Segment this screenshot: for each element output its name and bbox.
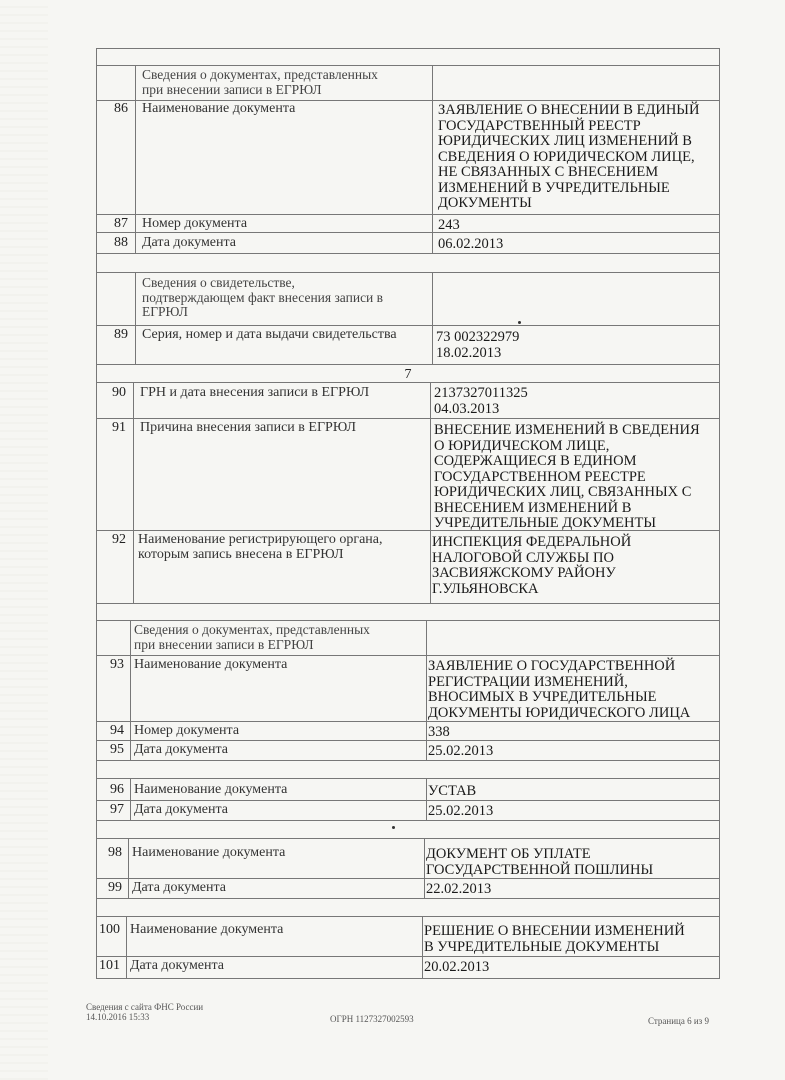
row-number: 100 xyxy=(99,922,120,937)
rule xyxy=(135,65,136,253)
row-value: ВНЕСЕНИЕ ИЗМЕНЕНИЙ В СВЕДЕНИЯ О ЮРИДИЧЕСКОМ ЛИЦЕ, СОДЕРЖАЩИЕСЯ В ЕДИНОМ ГОСУДАРСТВЕННОМ РЕЕСТРЕ ЮРИДИЧЕСКИХ ЛИЦ, СВЯЗАННЫХ С ВНЕСЕНИЕМ ИЗМЕНЕНИЙ В УЧРЕДИТЕЛЬНЫЕ ДОКУМЕНТЫ xyxy=(434,422,700,531)
row-number: 97 xyxy=(110,802,124,817)
rule xyxy=(96,48,720,49)
row-label: Наименование документа xyxy=(142,101,296,116)
rule xyxy=(426,778,427,820)
row-number: 91 xyxy=(112,420,126,435)
rule xyxy=(422,916,423,978)
rule xyxy=(96,418,720,419)
rule xyxy=(96,721,720,722)
row-label: Наименование документа xyxy=(134,782,288,797)
rule xyxy=(133,382,134,603)
rule xyxy=(96,65,720,66)
row-number: 95 xyxy=(110,742,124,757)
rule xyxy=(96,48,97,978)
rule xyxy=(96,272,720,273)
rule xyxy=(96,800,720,801)
row-number: 87 xyxy=(114,216,128,231)
row-number: 101 xyxy=(99,958,120,973)
footer-source: Сведения с сайта ФНС России 14.10.2016 15:33 xyxy=(86,1002,204,1022)
section-header: Сведения о документах, представленных при внесении записи в ЕГРЮЛ xyxy=(142,67,378,97)
record-number: 7 xyxy=(404,367,412,382)
section-header: Сведения о свидетельстве, подтверждающем факт внесения записи в ЕГРЮЛ xyxy=(142,275,384,319)
rule xyxy=(130,620,131,760)
footer-page-number: Страница 6 из 9 xyxy=(648,1016,709,1026)
row-number: 88 xyxy=(114,235,128,250)
rule xyxy=(719,48,720,978)
row-value: ИНСПЕКЦИЯ ФЕДЕРАЛЬНОЙ НАЛОГОВОЙ СЛУЖБЫ ПО ЗАСВИЯЖСКОМУ РАЙОНУ Г.УЛЬЯНОВСКА xyxy=(432,534,632,597)
row-label: Номер документа xyxy=(142,216,248,231)
row-value: ДОКУМЕНТ ОБ УПЛАТЕ ГОСУДАРСТВЕННОЙ ПОШЛИНЫ xyxy=(426,846,654,878)
rule xyxy=(96,820,720,821)
rule xyxy=(430,382,431,603)
rule xyxy=(130,778,131,820)
rule xyxy=(96,603,720,604)
row-label: Дата документа xyxy=(130,958,225,973)
row-value: 2137327011325 04.03.2013 xyxy=(434,385,528,417)
rule xyxy=(424,838,425,898)
row-label: Наименование регистрирующего органа, которым запись внесена в ЕГРЮЛ xyxy=(138,532,383,562)
rule xyxy=(96,620,720,621)
row-label: Дата документа xyxy=(132,880,227,895)
row-value: 243 xyxy=(438,217,460,233)
rule xyxy=(128,838,129,898)
rule xyxy=(96,956,720,957)
row-value: РЕШЕНИЕ О ВНЕСЕНИИ ИЗМЕНЕНИЙ В УЧРЕДИТЕЛЬНЫЕ ДОКУМЕНТЫ xyxy=(424,923,685,955)
rule xyxy=(96,364,720,365)
section-header: Сведения о документах, представленных при внесении записи в ЕГРЮЛ xyxy=(134,622,370,652)
rule xyxy=(126,916,127,978)
rule xyxy=(96,978,720,979)
row-value: ЗАЯВЛЕНИЕ О ГОСУДАРСТВЕННОЙ РЕГИСТРАЦИИ ИЗМЕНЕНИЙ, ВНОСИМЫХ В УЧРЕДИТЕЛЬНЫЕ ДОКУМЕНТЫ ЮРИДИЧЕСКОГО ЛИЦА xyxy=(428,658,691,721)
rule xyxy=(96,778,720,779)
row-label: Дата документа xyxy=(134,742,229,757)
rule xyxy=(96,655,720,656)
row-value: 338 xyxy=(428,724,450,740)
row-value: 20.02.2013 xyxy=(424,959,490,975)
rule xyxy=(96,898,720,899)
footer-ogrn: ОГРН 1127327002593 xyxy=(330,1014,414,1024)
rule xyxy=(96,760,720,761)
rule xyxy=(96,253,720,254)
rule xyxy=(96,838,720,839)
row-value: 25.02.2013 xyxy=(428,743,494,759)
rule xyxy=(426,620,427,760)
row-number: 90 xyxy=(112,385,126,400)
row-number: 99 xyxy=(108,880,122,895)
row-number: 89 xyxy=(114,327,128,342)
row-number: 86 xyxy=(114,101,128,116)
row-label: Номер документа xyxy=(134,723,240,738)
rule xyxy=(432,65,433,253)
row-number: 96 xyxy=(110,782,124,797)
row-label: Наименование документа xyxy=(130,922,284,937)
rule xyxy=(96,325,720,326)
row-value: 25.02.2013 xyxy=(428,803,494,819)
row-value: 73 002322979 18.02.2013 xyxy=(436,329,520,361)
row-label: Дата документа xyxy=(142,235,237,250)
row-value: 22.02.2013 xyxy=(426,881,492,897)
row-number: 93 xyxy=(110,657,124,672)
rule xyxy=(96,214,720,215)
rule xyxy=(96,916,720,917)
scan-speck xyxy=(392,826,395,829)
scan-speck xyxy=(518,321,521,324)
row-label: Наименование документа xyxy=(134,657,288,672)
rule xyxy=(96,878,720,879)
row-label: Серия, номер и дата выдачи свидетельства xyxy=(142,327,397,342)
rule xyxy=(96,382,720,383)
row-label: Наименование документа xyxy=(132,845,286,860)
row-label: ГРН и дата внесения записи в ЕГРЮЛ xyxy=(140,385,370,400)
rule xyxy=(432,272,433,364)
row-value: УСТАВ xyxy=(428,783,477,799)
row-value: ЗАЯВЛЕНИЕ О ВНЕСЕНИИ В ЕДИНЫЙ ГОСУДАРСТВЕННЫЙ РЕЕСТР ЮРИДИЧЕСКИХ ЛИЦ ИЗМЕНЕНИЙ В СВЕДЕНИЯ О ЮРИДИЧЕСКОМ ЛИЦЕ, НЕ СВЯЗАННЫХ С ВНЕСЕНИЕМ ИЗМЕНЕНИЙ В УЧРЕДИТЕЛЬНЫЕ ДОКУМЕНТЫ xyxy=(438,102,700,211)
row-number: 92 xyxy=(112,532,126,547)
row-label: Причина внесения записи в ЕГРЮЛ xyxy=(140,420,357,435)
row-number: 98 xyxy=(108,845,122,860)
row-number: 94 xyxy=(110,723,124,738)
row-label: Дата документа xyxy=(134,802,229,817)
rule xyxy=(135,272,136,364)
row-value: 06.02.2013 xyxy=(438,236,504,252)
